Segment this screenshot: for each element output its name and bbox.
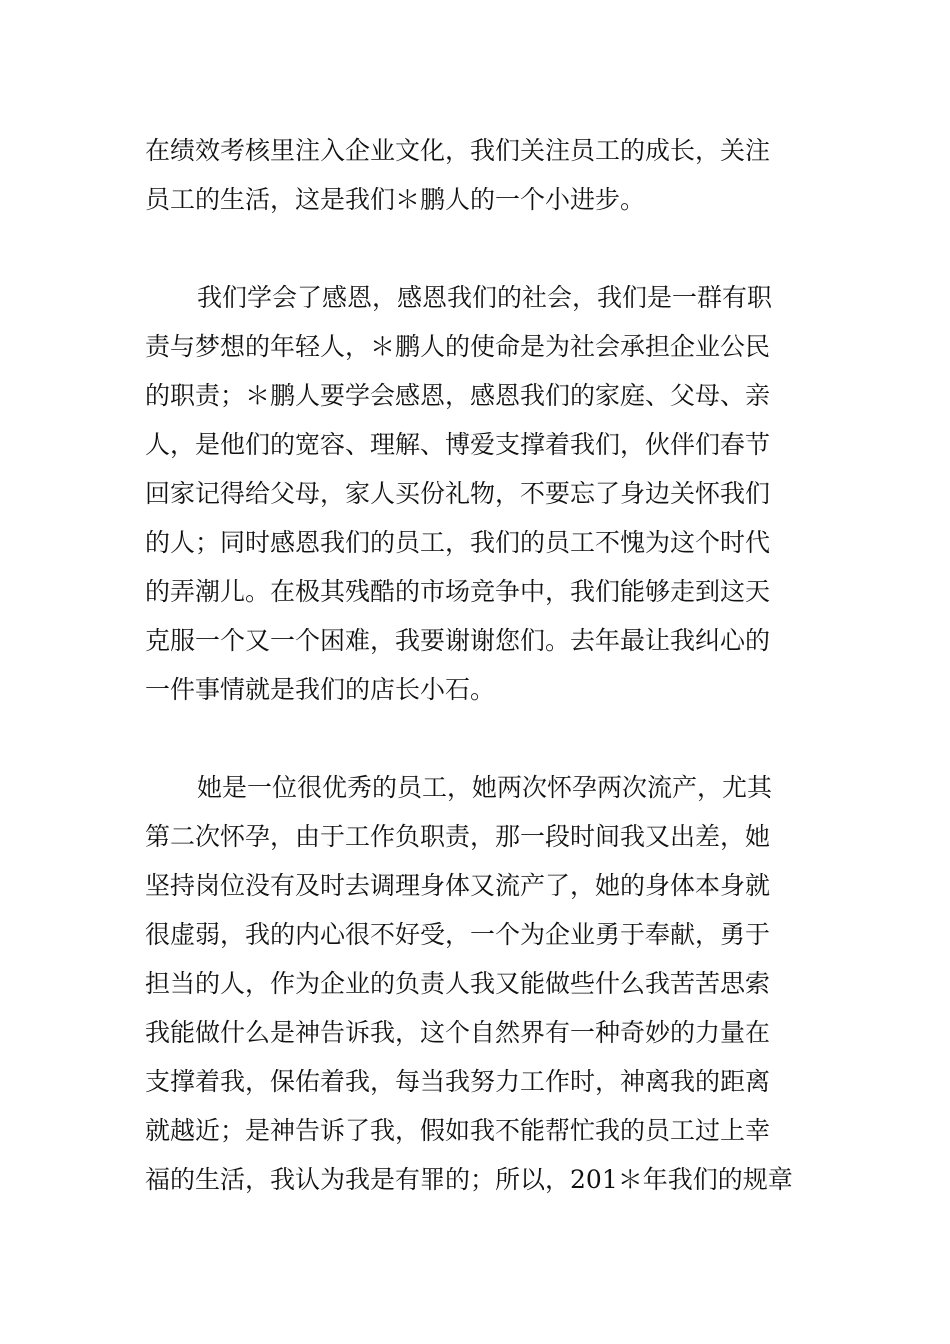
text-line: 她是一位很优秀的员工，她两次怀孕两次流产，尤其	[197, 773, 773, 802]
text-line: 我们学会了感恩，感恩我们的社会，我们是一群有职	[197, 283, 773, 312]
text-line: 我能做什么是神告诉我，这个自然界有一种奇妙的力量在	[145, 1018, 771, 1047]
text-line: 支撑着我，保佑着我，每当我努力工作时，神离我的距离	[145, 1067, 771, 1096]
text-line: 就越近；是神告诉了我，假如我不能帮忙我的员工过上幸	[145, 1116, 771, 1145]
text-line: 克服一个又一个困难，我要谢谢您们。去年最让我纠心的	[145, 626, 771, 655]
paragraph-1	[145, 126, 810, 224]
text-line: 回家记得给父母，家人买份礼物，不要忘了身边关怀我们	[145, 479, 771, 508]
text-line: 员工的生活，这是我们＊鹏人的一个小进步。	[145, 185, 646, 214]
text-line: 坚持岗位没有及时去调理身体又流产了，她的身体本身就	[145, 871, 771, 900]
text-line: 一件事情就是我们的店长小石。	[145, 675, 496, 704]
text-line: 的弄潮儿。在极其残酷的市场竞争中，我们能够走到这天	[145, 577, 771, 606]
text-line: 人，是他们的宽容、理解、博爱支撑着我们，伙伴们春节	[145, 430, 771, 459]
text-line: 很虚弱，我的内心很不好受，一个为企业勇于奉献，勇于	[145, 920, 771, 949]
text-line: 的职责；＊鹏人要学会感恩，感恩我们的家庭、父母、亲	[145, 381, 771, 410]
text-line: 福的生活，我认为我是有罪的；所以，201＊年我们的规章	[145, 1165, 793, 1194]
paragraph-2	[145, 273, 810, 714]
paragraph-3	[145, 763, 810, 1204]
text-line: 责与梦想的年轻人，＊鹏人的使命是为社会承担企业公民	[145, 332, 771, 361]
text-line: 担当的人，作为企业的负责人我又能做些什么我苦苦思索	[145, 969, 771, 998]
text-line: 在绩效考核里注入企业文化，我们关注员工的成长，关注	[145, 136, 771, 165]
text-line: 第二次怀孕，由于工作负职责，那一段时间我又出差，她	[145, 822, 771, 851]
text-line: 的人；同时感恩我们的员工，我们的员工不愧为这个时代	[145, 528, 771, 557]
